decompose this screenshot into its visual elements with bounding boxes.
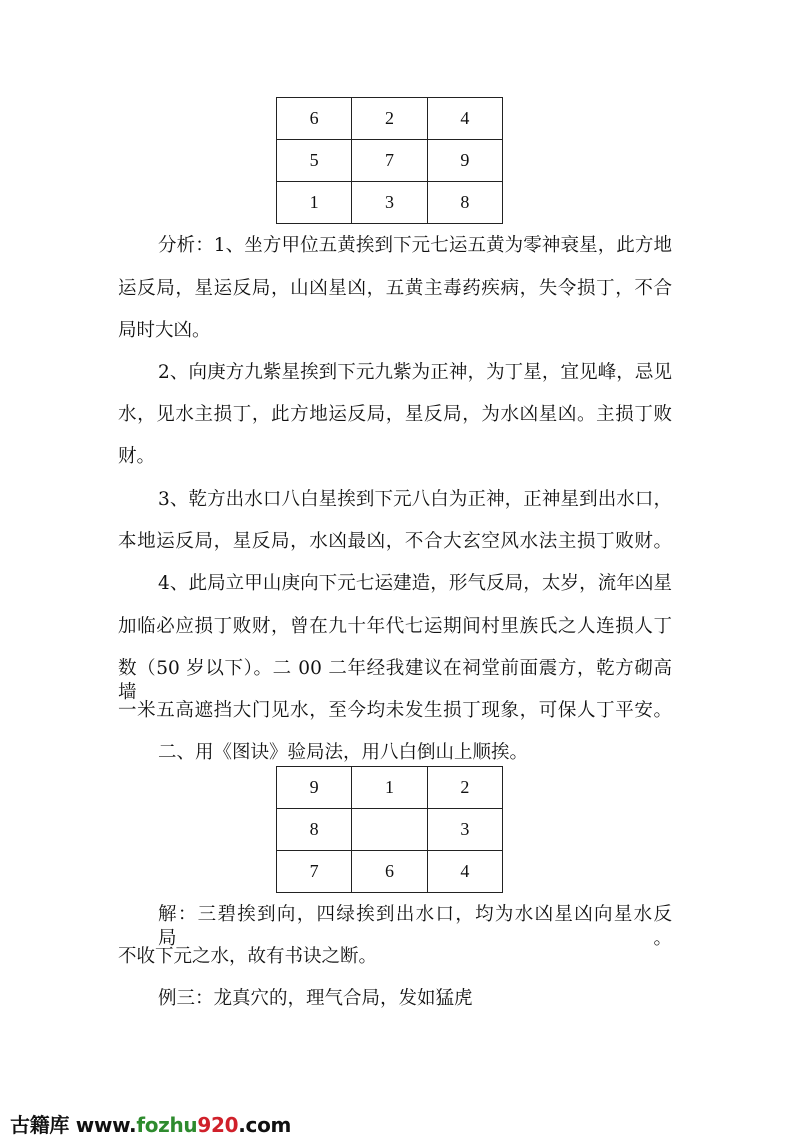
watermark-suffix: .com — [238, 1113, 292, 1137]
cell: 4 — [427, 851, 502, 893]
text-line: 例三：龙真穴的，理气合局，发如猛虎 — [158, 988, 473, 1009]
cell: 5 — [277, 140, 352, 182]
text-line: 本地运反局，星反局，水凶最凶，不合大玄空风水法主损丁败财。 — [118, 531, 672, 552]
cell: 7 — [352, 140, 427, 182]
text-line: 运反局，星运反局，山凶星凶，五黄主毒药疾病，失令损丁，不合 — [118, 278, 672, 299]
cell: 2 — [352, 98, 427, 140]
flying-star-chart-2 — [276, 766, 503, 893]
cell: 4 — [427, 98, 502, 140]
text-line: 加临必应损丁败财，曾在九十年代七运期间村里族氏之人连损人丁 — [118, 616, 672, 637]
text-line: 2、向庚方九紫星挨到下元九紫为正神，为丁星，宜见峰，忌见 — [158, 362, 672, 383]
text-line: 不收下元之水，故有书诀之断。 — [118, 946, 378, 967]
cell — [352, 809, 427, 851]
cell: 3 — [427, 809, 502, 851]
cell: 6 — [352, 851, 427, 893]
cell: 8 — [277, 809, 352, 851]
watermark-green: fozhu — [136, 1113, 198, 1137]
cell: 1 — [277, 182, 352, 224]
cell: 1 — [352, 767, 427, 809]
text-line: 3、乾方出水口八白星挨到下元八白为正神，正神星到出水口， — [158, 489, 672, 510]
cell: 8 — [427, 182, 502, 224]
watermark-prefix: 古籍库 www. — [10, 1113, 137, 1137]
text-line: 一米五高遮挡大门见水，至今均未发生损丁现象，可保人丁平安。 — [118, 700, 672, 721]
text-line: 分析：1、坐方甲位五黄挨到下元七运五黄为零神衰星，此方地 — [158, 235, 672, 256]
flying-star-chart-1 — [276, 97, 503, 224]
text-line: 二、用《图诀》验局法，用八白倒山上顺挨。 — [158, 742, 529, 763]
cell: 3 — [352, 182, 427, 224]
text-line: 解：三碧挨到向，四绿挨到出水口，均为水凶星凶向星水反局。 — [158, 904, 672, 949]
cell: 2 — [427, 767, 502, 809]
cell: 9 — [427, 140, 502, 182]
cell: 6 — [277, 98, 352, 140]
text-line: 财。 — [118, 446, 156, 467]
site-watermark — [10, 1109, 291, 1138]
watermark-red: 920 — [197, 1113, 239, 1137]
cell: 7 — [277, 851, 352, 893]
text-line: 4、此局立甲山庚向下元七运建造，形气反局，太岁，流年凶星 — [158, 573, 672, 594]
cell: 9 — [277, 767, 352, 809]
text-line: 水，见水主损丁，此方地运反局，星反局，为水凶星凶。主损丁败 — [118, 404, 672, 425]
text-line: 局时大凶。 — [118, 320, 211, 341]
text-line: 数（50 岁以下）。二 00 二年经我建议在祠堂前面震方，乾方砌高墙 — [118, 658, 672, 703]
